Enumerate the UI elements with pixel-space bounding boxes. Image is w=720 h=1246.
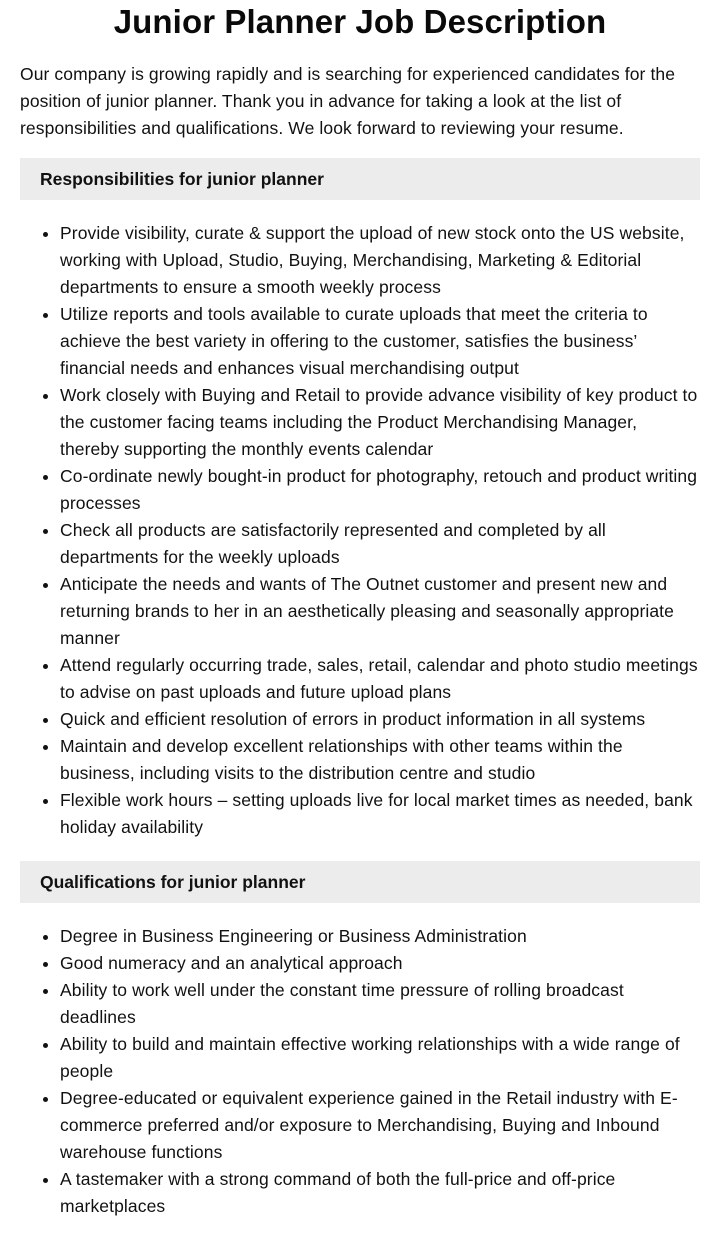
responsibility-item: • Provide visibility, curate & support the upload of new stock onto the US website, working with Upload, Studio, Buying, Merchandising, Marketing & Editorial departments to ensure a smooth weekly process [60,220,700,301]
responsibility-item: • Check all products are satisfactorily represented and completed by all departments for the weekly uploads [60,517,700,571]
page-title: Junior Planner Job Description [113,3,607,40]
qualification-item: • Degree in Business Engineering or Business Administration [60,923,700,950]
responsibility-item: • Quick and efficient resolution of errors in product information in all systems [60,706,700,733]
responsibility-item: • Attend regularly occurring trade, sales, retail, calendar and photo studio meetings to advise on past uploads and future upload plans [60,652,700,706]
qualification-item: • Ability to build and maintain effective working relationships with a wide range of people [60,1031,700,1085]
qualification-item: • Degree-educated or equivalent experience gained in the Retail industry with E-commerce preferred and/or exposure to Merchandising, Buying and Inbound warehouse functions [60,1085,700,1166]
responsibilities-heading: Responsibilities for junior planner [20,158,700,200]
responsibility-item: • Anticipate the needs and wants of The Outnet customer and present new and returning brands to her in an aesthetically pleasing and seasonally appropriate manner [60,571,700,652]
qualification-item: • Ability to work well under the constant time pressure of rolling broadcast deadlines [60,977,700,1031]
responsibility-item: • Maintain and develop excellent relationships with other teams within the business, including visits to the distribution centre and studio [60,733,700,787]
qualification-item: • Good numeracy and an analytical approach [60,950,700,977]
responsibility-item: • Utilize reports and tools available to curate uploads that meet the criteria to achieve the best variety in offering to the customer, satisfies the business’ financial needs and enhances visual merchandising output [60,301,700,382]
responsibility-item: • Work closely with Buying and Retail to provide advance visibility of key product to the customer facing teams including the Product Merchandising Manager, thereby supporting the monthly events calendar [60,382,700,463]
responsibilities-list [20,220,700,841]
responsibility-item: • Co-ordinate newly bought-in product for photography, retouch and product writing processes [60,463,700,517]
qualifications-list [20,923,700,1220]
qualification-item: • A tastemaker with a strong command of both the full-price and off-price marketplaces [60,1166,700,1220]
intro-paragraph: Our company is growing rapidly and is searching for experienced candidates for the position of junior planner. Thank you in advance for taking a look at the list of responsibilities and qualifications. We look forward to reviewing your resume. [20,64,676,138]
qualifications-heading: Qualifications for junior planner [20,861,700,903]
responsibility-item: • Flexible work hours – setting uploads live for local market times as needed, bank holiday availability [60,787,700,841]
